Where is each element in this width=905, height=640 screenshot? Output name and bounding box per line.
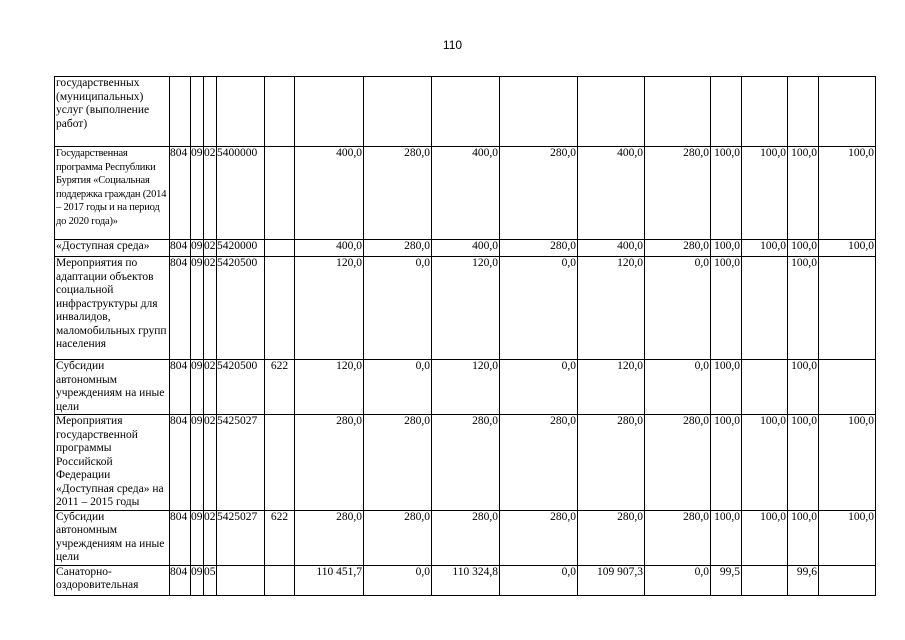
code-subsection: 02 (204, 147, 217, 240)
code-section (191, 77, 204, 147)
table-row (55, 565, 876, 595)
value-6: 280,0 (645, 147, 711, 240)
code-expense-type (265, 147, 295, 240)
percent-4: 100,0 (819, 147, 876, 240)
row-name: Санаторно-оздоровительная (55, 565, 170, 595)
table-row (55, 240, 876, 257)
value-6: 280,0 (645, 415, 711, 511)
value-5 (578, 77, 645, 147)
value-2: 0,0 (364, 360, 432, 415)
code-target: 5420000 (217, 240, 265, 257)
page-number: 110 (442, 38, 463, 52)
percent-3: 100,0 (788, 360, 819, 415)
value-1: 280,0 (295, 415, 364, 511)
percent-2 (742, 77, 788, 147)
code-expense-type: 622 (265, 510, 295, 565)
value-4: 280,0 (500, 147, 578, 240)
value-1: 400,0 (295, 240, 364, 257)
value-5: 280,0 (578, 510, 645, 565)
percent-4 (819, 257, 876, 360)
percent-3 (788, 77, 819, 147)
code-admin: 804 (170, 147, 191, 240)
percent-1: 100,0 (711, 257, 742, 360)
percent-2: 100,0 (742, 240, 788, 257)
percent-1: 100,0 (711, 510, 742, 565)
percent-1: 100,0 (711, 147, 742, 240)
code-section: 09 (191, 360, 204, 415)
value-4 (500, 77, 578, 147)
code-section: 09 (191, 415, 204, 511)
table-row (55, 147, 876, 240)
table-row (55, 77, 876, 147)
value-3: 110 324,8 (432, 565, 500, 595)
percent-4: 100,0 (819, 415, 876, 511)
value-2: 0,0 (364, 257, 432, 360)
value-4: 280,0 (500, 240, 578, 257)
code-target: 5420500 (217, 360, 265, 415)
row-name: государственных (муниципальных) услуг (выполнение работ) (55, 77, 170, 147)
code-admin: 804 (170, 565, 191, 595)
value-2 (364, 77, 432, 147)
percent-4: 100,0 (819, 510, 876, 565)
value-6: 280,0 (645, 240, 711, 257)
value-3 (432, 77, 500, 147)
value-6: 0,0 (645, 360, 711, 415)
code-target: 5425027 (217, 415, 265, 511)
code-subsection: 02 (204, 257, 217, 360)
percent-1 (711, 77, 742, 147)
budget-table (54, 76, 876, 596)
value-3: 120,0 (432, 360, 500, 415)
percent-4 (819, 565, 876, 595)
percent-1: 100,0 (711, 360, 742, 415)
value-5: 120,0 (578, 257, 645, 360)
code-expense-type (265, 240, 295, 257)
row-name: Субсидии автономным учреждениям на иные цели (55, 510, 170, 565)
code-target (217, 77, 265, 147)
percent-4 (819, 77, 876, 147)
percent-2: 100,0 (742, 147, 788, 240)
value-2: 280,0 (364, 415, 432, 511)
percent-2 (742, 257, 788, 360)
percent-4: 100,0 (819, 240, 876, 257)
code-section: 09 (191, 240, 204, 257)
percent-3: 100,0 (788, 510, 819, 565)
row-name: Субсидии автономным учреждениям на иные цели (55, 360, 170, 415)
code-admin: 804 (170, 257, 191, 360)
code-subsection: 02 (204, 415, 217, 511)
value-3: 400,0 (432, 147, 500, 240)
value-6: 0,0 (645, 565, 711, 595)
value-1: 110 451,7 (295, 565, 364, 595)
value-1: 280,0 (295, 510, 364, 565)
percent-2: 100,0 (742, 415, 788, 511)
code-target (217, 565, 265, 595)
value-6: 0,0 (645, 257, 711, 360)
code-expense-type (265, 77, 295, 147)
code-subsection: 02 (204, 360, 217, 415)
value-4: 280,0 (500, 510, 578, 565)
value-6: 280,0 (645, 510, 711, 565)
code-subsection: 02 (204, 240, 217, 257)
value-5: 400,0 (578, 147, 645, 240)
row-name: «Доступная среда» (55, 240, 170, 257)
value-3: 280,0 (432, 510, 500, 565)
table-row (55, 510, 876, 565)
value-1: 120,0 (295, 360, 364, 415)
code-admin (170, 77, 191, 147)
code-section: 09 (191, 565, 204, 595)
code-expense-type (265, 257, 295, 360)
value-4: 280,0 (500, 415, 578, 511)
percent-3: 100,0 (788, 257, 819, 360)
row-name: Мероприятия по адаптации объектов социальной инфраструктуры для инвалидов, маломобильных групп населения (55, 257, 170, 360)
code-admin: 804 (170, 240, 191, 257)
code-admin: 804 (170, 415, 191, 511)
percent-3: 99,6 (788, 565, 819, 595)
percent-2 (742, 565, 788, 595)
value-4: 0,0 (500, 360, 578, 415)
code-section: 09 (191, 147, 204, 240)
percent-3: 100,0 (788, 147, 819, 240)
table-row (55, 415, 876, 511)
value-5: 400,0 (578, 240, 645, 257)
table-row (55, 360, 876, 415)
code-section: 09 (191, 510, 204, 565)
value-4: 0,0 (500, 565, 578, 595)
value-6 (645, 77, 711, 147)
percent-4 (819, 360, 876, 415)
percent-3: 100,0 (788, 415, 819, 511)
code-target: 5425027 (217, 510, 265, 565)
value-2: 280,0 (364, 240, 432, 257)
value-3: 400,0 (432, 240, 500, 257)
value-3: 120,0 (432, 257, 500, 360)
value-1 (295, 77, 364, 147)
value-2: 280,0 (364, 147, 432, 240)
row-name: Мероприятия государственной программы Российской Федерации «Доступная среда» на 2011 – 2015 годы (55, 415, 170, 511)
code-target: 5400000 (217, 147, 265, 240)
code-expense-type (265, 415, 295, 511)
value-2: 0,0 (364, 565, 432, 595)
value-1: 120,0 (295, 257, 364, 360)
value-5: 109 907,3 (578, 565, 645, 595)
row-name: Государственная программа Республики Бурятия «Социальная поддержка граждан (2014 – 2017 годы и на период до 2020 года)» (55, 147, 170, 240)
code-subsection: 05 (204, 565, 217, 595)
percent-2 (742, 360, 788, 415)
percent-1: 100,0 (711, 415, 742, 511)
value-2: 280,0 (364, 510, 432, 565)
value-1: 400,0 (295, 147, 364, 240)
code-expense-type (265, 565, 295, 595)
code-admin: 804 (170, 360, 191, 415)
code-subsection (204, 77, 217, 147)
table-row (55, 257, 876, 360)
code-subsection: 02 (204, 510, 217, 565)
code-expense-type: 622 (265, 360, 295, 415)
percent-3: 100,0 (788, 240, 819, 257)
value-5: 120,0 (578, 360, 645, 415)
percent-2: 100,0 (742, 510, 788, 565)
code-admin: 804 (170, 510, 191, 565)
value-5: 280,0 (578, 415, 645, 511)
table-body (55, 77, 876, 596)
percent-1: 99,5 (711, 565, 742, 595)
value-4: 0,0 (500, 257, 578, 360)
code-section: 09 (191, 257, 204, 360)
percent-1: 100,0 (711, 240, 742, 257)
value-3: 280,0 (432, 415, 500, 511)
code-target: 5420500 (217, 257, 265, 360)
